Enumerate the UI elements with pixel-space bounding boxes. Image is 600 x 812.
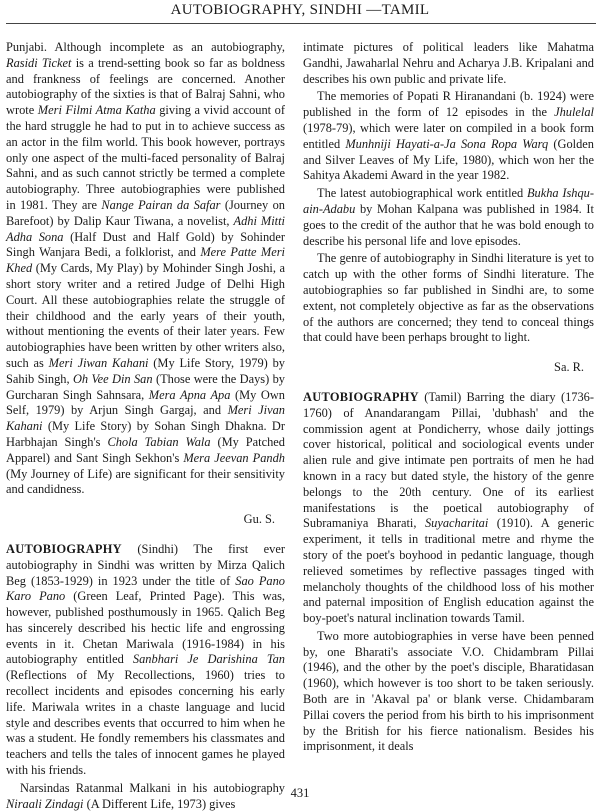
entry-heading: AUTOBIOGRAPHY xyxy=(303,389,419,404)
running-header: AUTOBIOGRAPHY, SINDHI —TAMIL xyxy=(170,2,430,18)
paragraph: The genre of autobiography in Sindhi literature is yet to catch up with the other forms of Sindhi literature. The autobiographies so far published in Sindhi are, to some extent, not completely objective as far as the observations of the authors are concerned; they tend to conceal things that could have been perhaps brought to light. xyxy=(303,251,594,345)
paragraph: The latest autobiographical work entitled Bukha Ishqu-ain-Adabu by Mohan Kalpana was published in 1984. It goes to the credit of the author that he was bold enough to describe his personal life and love episodes. xyxy=(303,186,594,248)
work-title: Meri Filmi Atma Katha xyxy=(37,103,156,118)
entry-heading: AUTOBIOGRAPHY xyxy=(6,541,122,556)
header-rule xyxy=(6,23,596,24)
right-column xyxy=(303,40,594,755)
work-title: Sao Pano Karo Pano xyxy=(6,573,285,604)
author-signature: Gu. S. xyxy=(243,512,275,527)
work-title: Oh Vee Din San xyxy=(72,371,153,386)
work-title: Meri Jivan Kahani xyxy=(6,403,285,434)
paragraph: Punjabi. Although incomplete as an autobiography, Rasidi Ticket is a trend-setting book so far as boldness and frankness of feelings are concerned. Another autobiography of the sixties is that of Balraj Sahni, who wrote Meri Filmi Atma Katha giving a vivid account of the hard struggle he had to put in to achieve success as an actor in the film world. This book however, portrays only one aspect of the multi-faced personality of Balraj Sahni, and as such cannot strictly be termed a complete autobiography. Three autobiographies were published in 1981. They are Nange Pairan da Safar (Journey on Barefoot) by Dalip Kaur Tiwana, a novelist, Adhi Mitti Adha Sona (Half Dust and Half Gold) by Sohinder Singh Wanjara Bedi, a folklorist, and Mere Patte Meri Khed (My Cards, My Play) by Mohinder Singh Joshi, a short story writer and a retired Judge of Delhi High Court. All these autobiographies relate the struggle of their childhood and the early years of their youth, without mentioning the events of their later years. Few autobiographies have been written by other writers also, such as Meri Jiwan Kahani (My Life Story, 1979) by Sahib Singh, Oh Vee Din San (Those were the Days) by Gurcharan Singh Sahnsara, Mera Apna Apa (My Own Self, 1979) by Arjun Singh Gargaj, and Meri Jivan Kahani (My Life Story) by Sohan Singh Dhakna. Dr Harbhajan Singh's Chola Tabian Wala (My Patched Apparel) and Sant Singh Sekhon's Mera Jeevan Pandh (My Journey of Life) are significant for their sensitivity and candidness. xyxy=(6,40,286,497)
work-title: Mere Patte Meri Khed xyxy=(6,245,285,276)
work-title: Chola Tabian Wala xyxy=(107,434,211,449)
paragraph: Narsindas Ratanmal Malkani in his autobiography Niraali Zindagi (A Different Life, 1973) gives xyxy=(6,780,285,811)
page-number: 431 xyxy=(290,786,310,800)
work-title: Sanbhari Je Darishina Tan xyxy=(132,652,285,667)
work-title: Mera Jeevan Pandh xyxy=(183,450,285,465)
entry-text: (Sindhi) The first ever autobiography in Sindhi was written by Mirza Qalich Beg (1853-1929) in 1923 under the title of Sao Pano Karo Pano (Green Leaf, Printed Page). This was, however, published posthumously in 1965. Qalich Beg has sincerely described his hectic life and engrossing events in it. Chetan Mariwala (1916-1984) in his autobiography entitled Sanbhari Je Darishina Tan (Reflections of My Recollections, 1960) tries to recollect incidents and episodes concerning his early life. Mariwala writes in a chaste language and lucid style and describes events that occurred to him when he was a student. He fondly remembers his classmates and teachers and tells the tales of innocent games he played with his friends. xyxy=(6,541,285,778)
entry-paragraph xyxy=(303,390,594,627)
work-title: Adhi Mitti Adha Sona xyxy=(6,213,285,244)
work-title: Rasidi Ticket xyxy=(6,55,72,70)
entry-paragraph xyxy=(6,542,285,779)
work-title: Meri Jiwan Kahani xyxy=(48,355,149,370)
entry-text: (Tamil) Barring the diary (1736-1760) of Anandarangam Pillai, 'dubhash' and the commission agent at Pondicherry, whose daily jottings cover historical, political and sociological events under alien rule and give intimate pen portraits of men he had known in a racy but dated style, the history of the genre belongs to the 20th century. One of its earliest manifestations is the poetical autobiography of Subramaniya Bharati, Suyacharitai (1910). A generic experiment, it tells in traditional metre and rhyme the story of the poet's boyhood in pedantic language, though relieved sometimes by reflective passages tinged with melancholy thoughts of the childhood loss of his mother and paternal imposition of English education against the boy-poet's natural inclination towards Tamil. xyxy=(303,389,594,626)
work-title: Jhulelal xyxy=(554,105,594,120)
work-title: Nange Pairan da Safar xyxy=(101,197,221,212)
work-title: Bukha Ishqu-ain-Adabu xyxy=(303,186,594,216)
author-signature: Sa. R. xyxy=(554,360,584,375)
work-title: Niraali Zindagi xyxy=(6,796,84,811)
paragraph: intimate pictures of political leaders like Mahatma Gandhi, Jawaharlal Nehru and Acharya J.B. Kripalani and describes his own public and private life. xyxy=(303,40,594,86)
paragraph: Two more autobiographies in verse have been penned by, one Bharati's associate V.O. Chidambram Pillai (1946), and the other by the poet's disciple, Bharatidasan (1960), which however is too short to be taken seriously. Both are in 'Akaval pa' or blank verse. Chidambaram Pillai covers the period from his birth to his imprisonment by the British for his fierce nationalism. Besides his imprisonment, it deals xyxy=(303,628,594,754)
left-column xyxy=(6,40,285,812)
work-title: Munhniji Hayati-a-Ja Sona Ropa Warq xyxy=(345,136,549,151)
work-title: Mera Apna Apa xyxy=(148,387,231,402)
paragraph: The memories of Popati R Hiranandani (b. 1924) were published in the form of 12 episodes in the Jhulelal (1978-79), which were later on compiled in a book form entitled Munhniji Hayati-a-Ja Sona Ropa Warq (Golden and Silver Leaves of My Life, 1980), which won her the Sahitya Akademi Award in the year 1982. xyxy=(303,89,594,183)
work-title: Suyacharitai xyxy=(424,516,489,531)
